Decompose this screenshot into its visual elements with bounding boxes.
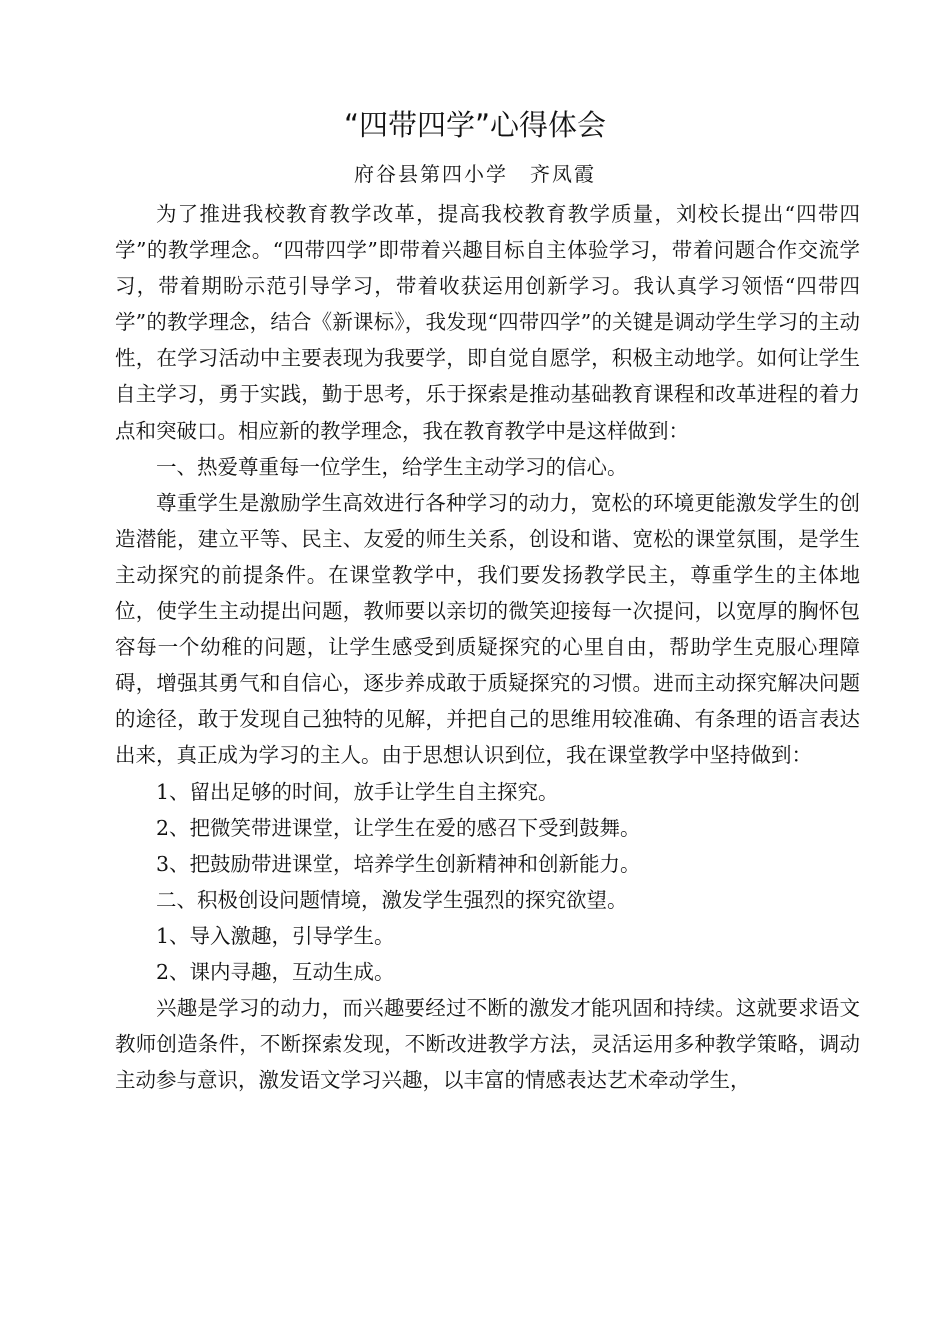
list-item: 1、导入激趣，引导学生。 [156, 923, 395, 948]
document-body [115, 196, 860, 1098]
section-heading: 二、积极创设问题情境，激发学生强烈的探究欲望。 [156, 887, 628, 912]
document-title: “四带四学”心得体会 [343, 108, 607, 142]
paragraph: 为了推进我校教育教学改革，提高我校教育教学质量，刘校长提出“四带四学”的教学理念。“四带四学”即带着兴趣目标自主体验学习，带着问题合作交流学习，带着期盼示范引导学习，带着收获运用创新学习。我认真学习领悟“四带四学”的教学理念，结合《新课标》，我发现“四带四学”的关键是调动学生学习的主动性，在学习活动中主要表现为我要学，即自觉自愿学，积极主动地学。如何让学生自主学习，勇于实践，勤于思考，乐于探索是推动基础教育课程和改革进程的着力点和突破口。相应新的教学理念，我在教育教学中是这样做到： [115, 202, 860, 443]
paragraph: 尊重学生是激励学生高效进行各种学习的动力，宽松的环境更能激发学生的创造潜能，建立平等、民主、友爱的师生关系，创设和谐、宽松的课堂氛围，是学生主动探究的前提条件。在课堂教学中，我们要发扬教学民主，尊重学生的主体地位，使学生主动提出问题，教师要以亲切的微笑迎接每一次提问，以宽厚的胸怀包容每一个幼稚的问题，让学生感受到质疑探究的心里自由，帮助学生克服心理障碍，增强其勇气和自信心，逐步养成敢于质疑探究的习惯。进而主动探究解决问题的途径，敢于发现自己独特的见解，并把自己的思维用较准确、有条理的语言表达出来，真正成为学习的主人。由于思想认识到位，我在课堂教学中坚持做到： [115, 490, 860, 768]
list-item: 1、留出足够的时间，放手让学生自主探究。 [156, 779, 559, 804]
list-item: 2、课内寻趣，互动生成。 [156, 959, 395, 984]
author-byline: 府谷县第四小学 齐凤霞 [354, 162, 596, 186]
section-heading: 一、热爱尊重每一位学生，给学生主动学习的信心。 [156, 454, 628, 479]
list-item: 3、把鼓励带进课堂，培养学生创新精神和创新能力。 [156, 851, 641, 876]
list-item: 2、把微笑带进课堂，让学生在爱的感召下受到鼓舞。 [156, 815, 641, 840]
paragraph: 兴趣是学习的动力，而兴趣要经过不断的激发才能巩固和持续。这就要求语文教师创造条件，不断探索发现，不断改进教学方法，灵活运用多种教学策略，调动主动参与意识，激发语文学习兴趣，以丰富的情感表达艺术牵动学生， [115, 996, 860, 1093]
